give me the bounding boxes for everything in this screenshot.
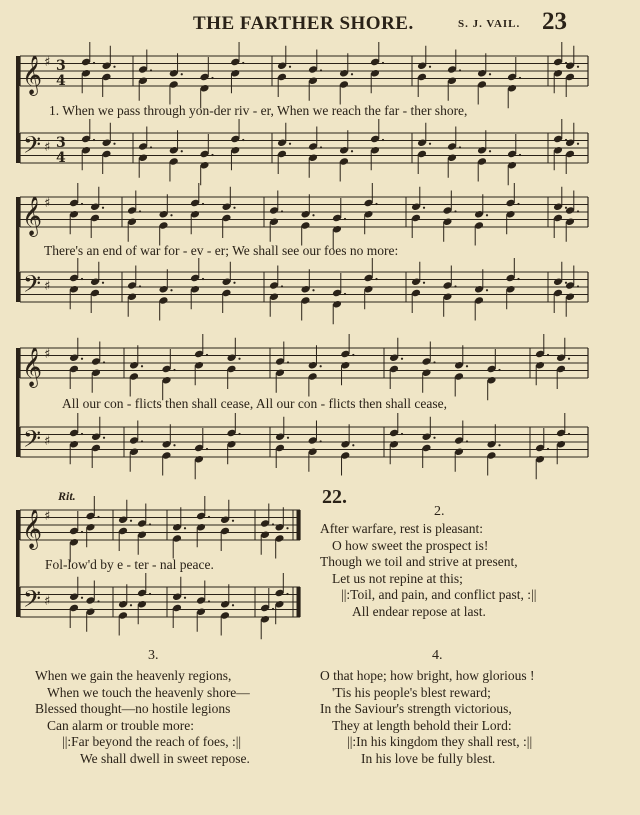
note-dot (141, 440, 143, 442)
note-dot (382, 62, 384, 64)
note-dot (351, 150, 353, 152)
note-dot (352, 444, 354, 446)
note-dot (281, 210, 283, 212)
note-dot (459, 146, 461, 148)
final-barline (297, 510, 301, 540)
note-dot (517, 203, 519, 205)
tempo-mark-rit: Rit. (58, 489, 76, 503)
verse-4-line-5: ||:In his kingdom they shall rest, :|| (347, 734, 533, 750)
note-dot (149, 523, 151, 525)
verse-2-line-2: O how sweet the prospect is! (332, 537, 489, 553)
verse-2-line-3: Though we toil and strive at present, (320, 554, 518, 570)
note-dot (375, 203, 377, 205)
note-dot (202, 278, 204, 280)
note-dot (233, 207, 235, 209)
verse-4-line-6: In his love be fully blest. (361, 750, 496, 766)
note-dot (565, 62, 567, 64)
note-dot (202, 203, 204, 205)
note-dot (81, 531, 83, 533)
note-dot (433, 361, 435, 363)
time-signature-bottom: 4 (56, 73, 66, 89)
note-dot (238, 358, 240, 360)
hymn-title: THE FARTHER SHORE. (193, 13, 414, 34)
note-dot (519, 77, 521, 79)
note-dot (81, 203, 83, 205)
note-dot (130, 520, 132, 522)
treble-clef-icon: 𝄞 (22, 509, 43, 549)
verse-4-line-3: In the Saviour's strength victorious, (320, 701, 512, 717)
note-dot (150, 69, 152, 71)
note-dot (242, 62, 244, 64)
note-dot (208, 516, 210, 518)
key-sharp-icon: ♯ (44, 279, 51, 294)
note-dot (312, 214, 314, 216)
note-dot (141, 365, 143, 367)
verse-2-line-6: All endear repose at last. (352, 603, 486, 619)
note-dot (498, 444, 500, 446)
key-sharp-icon: ♯ (44, 594, 51, 609)
verse-4-line-4: They at length behold their Lord: (332, 717, 512, 733)
note-dot (547, 354, 549, 356)
verse-3-line-3: Blessed thought—no hostile legions (35, 701, 231, 717)
note-dot (184, 527, 186, 529)
treble-clef-icon: 𝄞 (22, 55, 43, 95)
key-sharp-icon: ♯ (44, 347, 51, 362)
note-dot (352, 354, 354, 356)
note-dot (281, 285, 283, 287)
verse-2-line-5: ||:Toil, and pain, and conflict past, :|| (341, 587, 537, 603)
note-dot (289, 66, 291, 68)
note-dot (232, 520, 234, 522)
note-dot (565, 139, 567, 141)
verse-2 (320, 521, 536, 621)
note-dot (486, 214, 488, 216)
note-dot (577, 143, 579, 145)
time-signature-bottom: 4 (56, 150, 66, 166)
note-dot (184, 597, 186, 599)
note-dot (320, 69, 322, 71)
note-dot (320, 440, 322, 442)
note-dot (289, 143, 291, 145)
note-dot (287, 437, 289, 439)
note-dot (498, 369, 500, 371)
verse-2-line-1: After warfare, rest is pleasant: (320, 521, 484, 536)
note-dot (344, 293, 346, 295)
note-dot (81, 278, 83, 280)
bass-clef-icon: 𝄢 (23, 131, 42, 164)
note-dot (93, 139, 95, 141)
note-dot (423, 282, 425, 284)
note-dot (181, 73, 183, 75)
note-dot (454, 285, 456, 287)
note-dot (170, 214, 172, 216)
system-brace (16, 510, 20, 617)
note-dot (113, 66, 115, 68)
verse-3-line-5: ||:Far beyond the reach of foes, :|| (62, 734, 242, 750)
note-dot (102, 207, 104, 209)
note-dot (287, 361, 289, 363)
note-dot (81, 597, 83, 599)
note-dot (577, 285, 579, 287)
page-number: 23 (542, 8, 567, 35)
verse-3-line-1: When we gain the heavenly regions, (35, 668, 232, 683)
key-sharp-icon: ♯ (44, 55, 51, 70)
verse-3 (35, 668, 250, 768)
bass-clef-icon: 𝄢 (23, 425, 42, 458)
key-sharp-icon: ♯ (44, 140, 51, 155)
note-dot (375, 278, 377, 280)
bass-clef-icon: 𝄢 (23, 585, 42, 618)
time-signature-top: 3 (56, 135, 66, 151)
note-dot (351, 73, 353, 75)
final-barline (297, 587, 301, 617)
verse-3-number: 3. (148, 648, 159, 663)
note-dot (103, 361, 105, 363)
note-dot (170, 289, 172, 291)
note-dot (139, 285, 141, 287)
hymn-number: 22. (322, 486, 347, 508)
note-dot (103, 437, 105, 439)
note-dot (149, 593, 151, 595)
note-dot (238, 433, 240, 435)
time-signature-top: 3 (56, 58, 66, 74)
note-dot (401, 358, 403, 360)
note-dot (286, 527, 288, 529)
note-dot (97, 516, 99, 518)
note-dot (547, 448, 549, 450)
note-dot (466, 440, 468, 442)
note-dot (517, 278, 519, 280)
note-dot (423, 207, 425, 209)
note-dot (232, 604, 234, 606)
note-dot (150, 146, 152, 148)
composer-name: S. J. VAIL. (458, 18, 521, 30)
note-dot (272, 608, 274, 610)
note-dot (139, 210, 141, 212)
verse-4-line-2: 'Tis his people's blest reward; (332, 684, 491, 700)
note-dot (382, 139, 384, 141)
treble-clef-icon: 𝄞 (22, 347, 43, 387)
note-dot (320, 146, 322, 148)
note-dot (286, 593, 288, 595)
note-dot (577, 210, 579, 212)
note-dot (206, 354, 208, 356)
lyric-line-3: All our con - flicts then shall cease, All our con - flicts then shall cease, (62, 396, 448, 411)
key-sharp-icon: ♯ (44, 509, 51, 524)
verse-2-number: 2. (434, 504, 445, 519)
note-dot (433, 437, 435, 439)
note-dot (211, 154, 213, 156)
note-dot (344, 218, 346, 220)
verse-4 (320, 668, 534, 768)
verse-4-number: 4. (432, 648, 443, 663)
note-dot (233, 282, 235, 284)
note-dot (577, 66, 579, 68)
note-dot (454, 210, 456, 212)
verse-2-line-4: Let us not repine at this; (332, 570, 463, 586)
note-dot (429, 66, 431, 68)
note-dot (208, 600, 210, 602)
bass-clef-icon: 𝄢 (23, 270, 42, 303)
note-dot (242, 139, 244, 141)
note-dot (429, 143, 431, 145)
note-dot (486, 289, 488, 291)
verse-3-line-2: When we touch the heavenly shore— (47, 684, 250, 700)
note-dot (272, 523, 274, 525)
note-dot (206, 448, 208, 450)
key-sharp-icon: ♯ (44, 434, 51, 449)
note-dot (489, 73, 491, 75)
note-dot (312, 289, 314, 291)
system-brace (16, 348, 20, 457)
note-dot (320, 365, 322, 367)
note-dot (568, 358, 570, 360)
verse-3-line-6: We shall dwell in sweet repose. (80, 750, 250, 766)
note-dot (181, 150, 183, 152)
note-dot (565, 207, 567, 209)
note-dot (81, 358, 83, 360)
lyric-line-4: Fol-low'd by e - ter - nal peace. (45, 557, 214, 572)
note-dot (401, 433, 403, 435)
lyric-line-1: 1. When we pass through yon-der riv - er, When we reach the far - ther shore, (49, 103, 468, 118)
verse-4-line-1: O that hope; how bright, how glorious ! (320, 668, 535, 683)
treble-clef-icon: 𝄞 (22, 196, 43, 236)
note-dot (211, 77, 213, 79)
note-dot (489, 150, 491, 152)
note-dot (113, 143, 115, 145)
note-dot (459, 69, 461, 71)
note-dot (173, 444, 175, 446)
note-dot (93, 62, 95, 64)
note-dot (565, 282, 567, 284)
note-dot (130, 604, 132, 606)
note-dot (102, 282, 104, 284)
system-brace (16, 56, 20, 163)
note-dot (81, 433, 83, 435)
lyric-line-2: There's an end of war for - ev - er; We shall see our foes no more: (44, 243, 399, 258)
note-dot (173, 369, 175, 371)
key-sharp-icon: ♯ (44, 196, 51, 211)
note-dot (466, 365, 468, 367)
note-dot (519, 154, 521, 156)
system-brace (16, 197, 20, 302)
verse-3-line-4: Can alarm or trouble more: (47, 717, 194, 733)
note-dot (97, 600, 99, 602)
note-dot (568, 433, 570, 435)
